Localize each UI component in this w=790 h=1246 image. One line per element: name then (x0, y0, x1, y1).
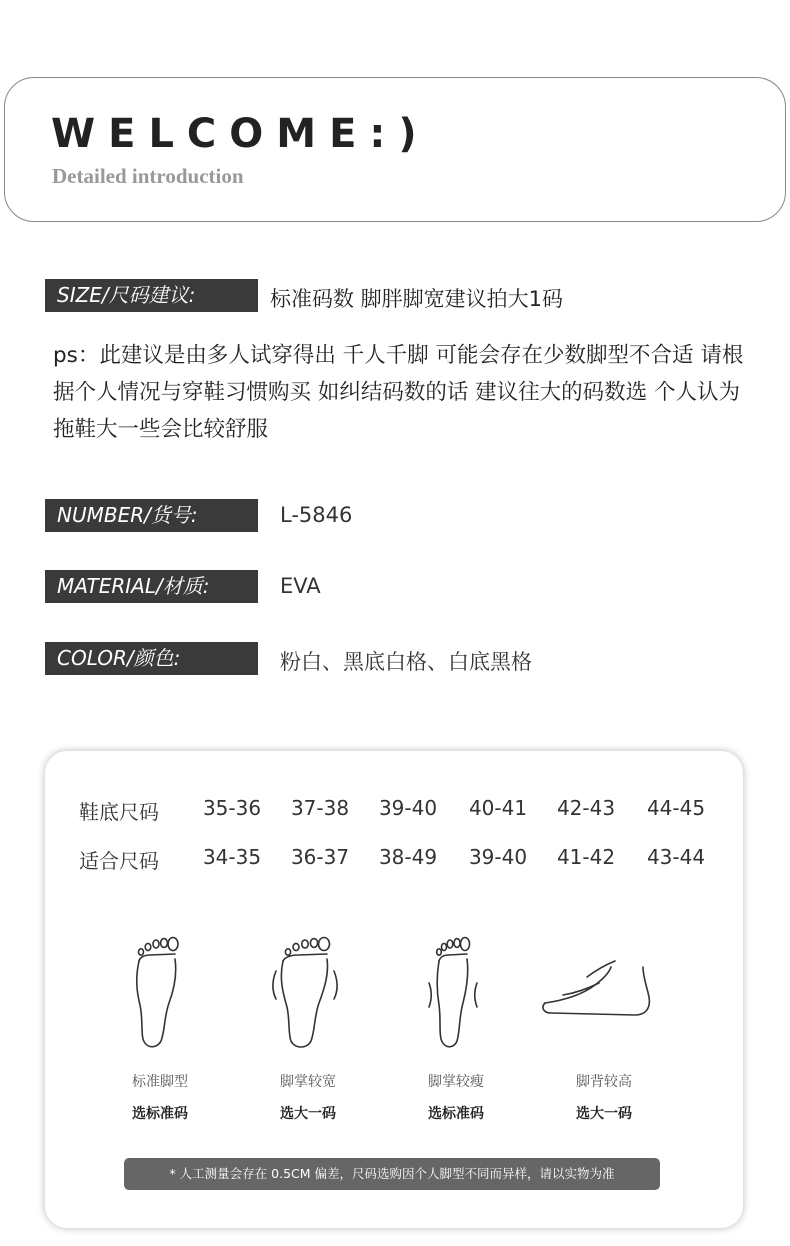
size-cell: 36-37 (290, 845, 350, 869)
foot-type-wide (243, 931, 373, 1131)
foot-type-high-instep (539, 931, 669, 1131)
size-cell: 34-35 (202, 845, 262, 869)
foot-type-label: 标准脚型 (132, 1074, 188, 1090)
welcome-title: WELCOME:) (51, 111, 430, 157)
ps-note: ps：此建议是由多人试穿得出 千人千脚 可能会存在少数脚型不合适 请根据个人情况与穿鞋习惯购买 如纠结码数的话 建议往大的码数选 个人认为拖鞋大一些会比较舒服 (53, 343, 744, 442)
size-cell: 37-38 (290, 796, 350, 820)
color-label: COLOR/颜色: (45, 642, 258, 675)
foot-type-advice: 选标准码 (428, 1106, 484, 1122)
size-cell: 42-43 (556, 796, 616, 820)
row-label: 适合尺码 (79, 849, 159, 873)
size-cell: 38-49 (378, 845, 438, 869)
welcome-subtitle: Detailed introduction (52, 164, 244, 188)
foot-type-label: 脚掌较宽 (280, 1074, 336, 1090)
size-cell: 39-40 (378, 796, 438, 820)
size-cell: 40-41 (468, 796, 528, 820)
foot-type-advice: 选大一码 (280, 1106, 336, 1122)
number-value: L-5846 (280, 503, 353, 527)
disclaimer-bar: * 人工测量会存在 0.5CM 偏差，尺码选购因个人脚型不同而异样，请以实物为准 (124, 1158, 660, 1190)
size-chart-card (45, 751, 743, 1228)
welcome-banner (4, 77, 786, 222)
foot-type-advice: 选大一码 (576, 1106, 632, 1122)
wide-foot-icon (243, 931, 373, 1056)
material-value: EVA (280, 574, 321, 598)
foot-type-label: 脚掌较瘦 (428, 1074, 484, 1090)
color-value: 粉白、黑底白格、白底黑格 (280, 650, 532, 674)
size-label: SIZE/尺码建议: (45, 279, 258, 312)
standard-foot-icon (95, 931, 225, 1056)
thin-foot-icon (391, 931, 521, 1056)
size-cell: 43-44 (646, 845, 706, 869)
foot-type-label: 脚背较高 (576, 1074, 632, 1090)
foot-type-advice: 选标准码 (132, 1106, 188, 1122)
size-cell: 39-40 (468, 845, 528, 869)
size-cell: 44-45 (646, 796, 706, 820)
foot-type-standard (95, 931, 225, 1131)
row-label: 鞋底尺码 (79, 800, 159, 824)
size-cell: 35-36 (202, 796, 262, 820)
size-cell: 41-42 (556, 845, 616, 869)
high-instep-foot-icon (539, 931, 669, 1056)
foot-type-thin (391, 931, 521, 1131)
number-label: NUMBER/货号: (45, 499, 258, 532)
material-label: MATERIAL/材质: (45, 570, 258, 603)
size-value: 标准码数 脚胖脚宽建议拍大1码 (270, 287, 564, 311)
